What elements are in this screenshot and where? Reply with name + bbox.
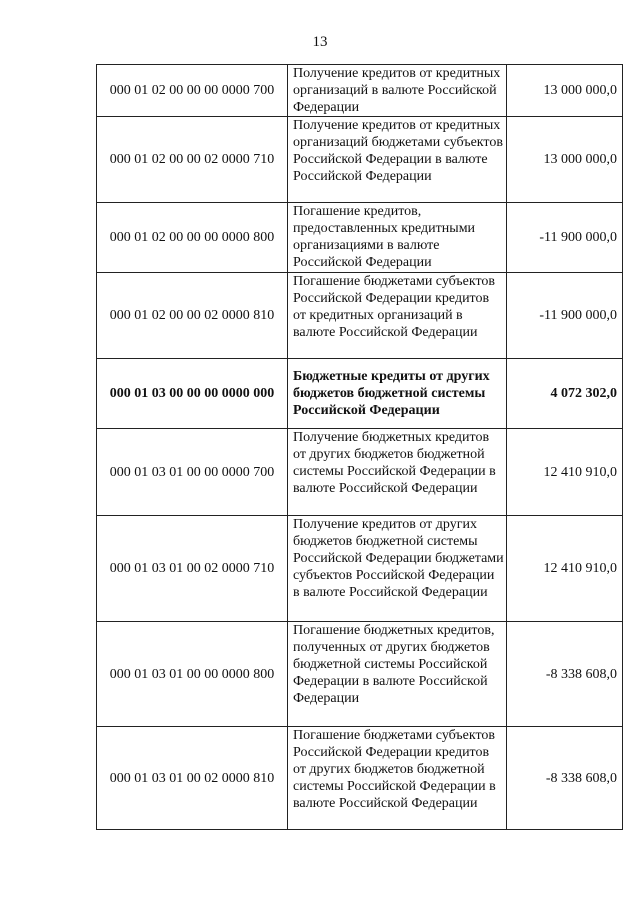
row-amount: -11 900 000,0	[507, 273, 623, 359]
row-code: 000 01 03 01 00 02 0000 710	[97, 516, 288, 622]
row-code: 000 01 03 01 00 00 0000 800	[97, 622, 288, 727]
row-code: 000 01 03 01 00 00 0000 700	[97, 429, 288, 516]
row-code: 000 01 03 01 00 02 0000 810	[97, 727, 288, 830]
table-row	[97, 516, 623, 622]
table-row	[97, 65, 623, 117]
table-row	[97, 117, 623, 203]
table-row	[97, 727, 623, 830]
row-amount: 13 000 000,0	[507, 65, 623, 117]
table-row	[97, 203, 623, 273]
page-number: 13	[312, 34, 328, 50]
row-amount: -8 338 608,0	[507, 622, 623, 727]
row-code: 000 01 02 00 00 02 0000 810	[97, 273, 288, 359]
row-code: 000 01 02 00 00 00 0000 700	[97, 65, 288, 117]
row-code: 000 01 02 00 00 00 0000 800	[97, 203, 288, 273]
row-amount: 4 072 302,0	[507, 359, 623, 429]
table-row	[97, 273, 623, 359]
row-amount: -11 900 000,0	[507, 203, 623, 273]
row-amount: 13 000 000,0	[507, 117, 623, 203]
budget-sources-table	[96, 64, 623, 830]
row-name: Получение бюджетных кредитов от других бюджетов бюджетной системы Российской Федерации в валюте Российской Федерации	[288, 429, 507, 516]
row-name: Погашение бюджетных кредитов, полученных от других бюджетов бюджетной системы Российской Федерации в валюте Российской Федерации	[288, 622, 507, 727]
row-amount: 12 410 910,0	[507, 429, 623, 516]
row-code: 000 01 03 00 00 00 0000 000	[97, 359, 288, 429]
table-row	[97, 429, 623, 516]
row-name: Бюджетные кредиты от других бюджетов бюджетной системы Российской Федерации	[288, 359, 507, 429]
row-code: 000 01 02 00 00 02 0000 710	[97, 117, 288, 203]
row-amount: -8 338 608,0	[507, 727, 623, 830]
row-name: Погашение кредитов, предоставленных кредитными организациями в валюте Российской Федерации	[288, 203, 507, 273]
row-amount: 12 410 910,0	[507, 516, 623, 622]
row-name: Погашение бюджетами субъектов Российской Федерации кредитов от других бюджетов бюджетной системы Российской Федерации в валюте Российской Федерации	[288, 727, 507, 830]
row-name: Получение кредитов от кредитных организаций бюджетами субъектов Российской Федерации в валюте Российской Федерации	[288, 117, 507, 203]
row-name: Погашение бюджетами субъектов Российской Федерации кредитов от кредитных организаций в валюте Российской Федерации	[288, 273, 507, 359]
table-row-section-total	[97, 359, 623, 429]
table-row	[97, 622, 623, 727]
row-name: Получение кредитов от других бюджетов бюджетной системы Российской Федерации бюджетами субъектов Российской Федерации в валюте Российской Федерации	[288, 516, 507, 622]
row-name: Получение кредитов от кредитных организаций в валюте Российской Федерации	[288, 65, 507, 117]
